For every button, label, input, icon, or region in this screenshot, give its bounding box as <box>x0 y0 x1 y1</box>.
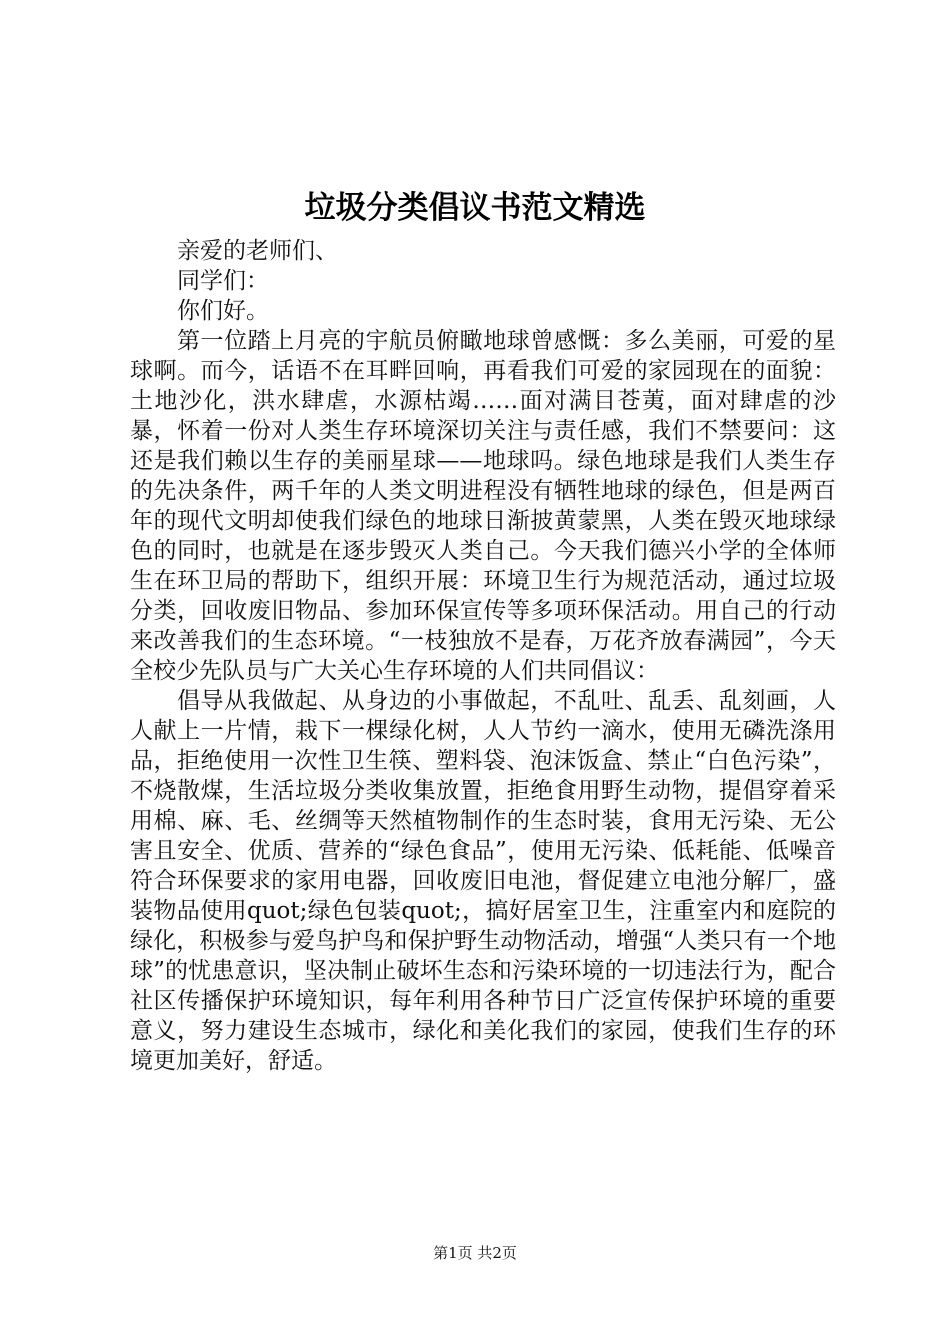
salutation-line: 你们好。 <box>177 298 269 324</box>
salutation-line: 亲爱的老师们、 <box>177 238 338 264</box>
page-footer: 第1页 共2页 <box>433 1244 517 1262</box>
salutation-line: 同学们： <box>177 268 269 294</box>
body-paragraph: 倡导从我做起、从身边的小事做起，不乱吐、乱丢、乱刻画，人人献上一片情，栽下一棵绿化树，人人节约一滴水，使用无磷洗涤用品，拒绝使用一次性卫生筷、塑料袋、泡沫饭盒、禁止“白色污染”，不烧散煤，生活垃圾分类收集放置，拒绝食用野生动物，提倡穿着采用棉、麻、毛、丝绸等天然植物制作的生态时装，食用无污染、无公害且安全、优质、营养的“绿色食品”，使用无污染、低耗能、低噪音符合环保要求的家用电器，回收废旧电池，督促建立电池分解厂，盛装物品使用quot;绿色包装quot;，搞好居室卫生，注重室内和庭院的绿化，积极参与爱鸟护鸟和保护野生动物活动，增强“人类只有一个地球”的忧患意识，坚决制止破坏生态和污染环境的一切违法行为，配合社区传播保护环境知识，每年利用各种节日广泛宣传保护环境的重要意义，努力建设生态城市，绿化和美化我们的家园，使我们生存的环境更加美好，舒适。 <box>130 688 836 1074</box>
document-body <box>130 236 836 1076</box>
body-paragraph: 第一位踏上月亮的宇航员俯瞰地球曾感慨：多么美丽，可爱的星球啊。而今，话语不在耳畔回响，再看我们可爱的家园现在的面貌：土地沙化，洪水肆虐，水源枯竭……面对满目苍荑，面对肆虐的沙暴，怀着一份对人类生存环境深切关注与责任感，我们不禁要问：这还是我们赖以生存的美丽星球——地球吗。绿色地球是我们人类生存的先决条件，两千年的人类文明进程没有牺牲地球的绿色，但是两百年的现代文明却使我们绿色的地球日渐披黄蒙黑，人类在毁灭地球绿色的同时，也就是在逐步毁灭人类自己。今天我们德兴小学的全体师生在环卫局的帮助下，组织开展：环境卫生行为规范活动，通过垃圾分类，回收废旧物品、参加环保宣传等多项环保活动。用自己的行动来改善我们的生态环境。“一枝独放不是春，万花齐放春满园”，今天全校少先队员与广大关心生存环境的人们共同倡议： <box>130 328 836 684</box>
page-title: 垃圾分类倡议书范文精选 <box>304 190 646 226</box>
